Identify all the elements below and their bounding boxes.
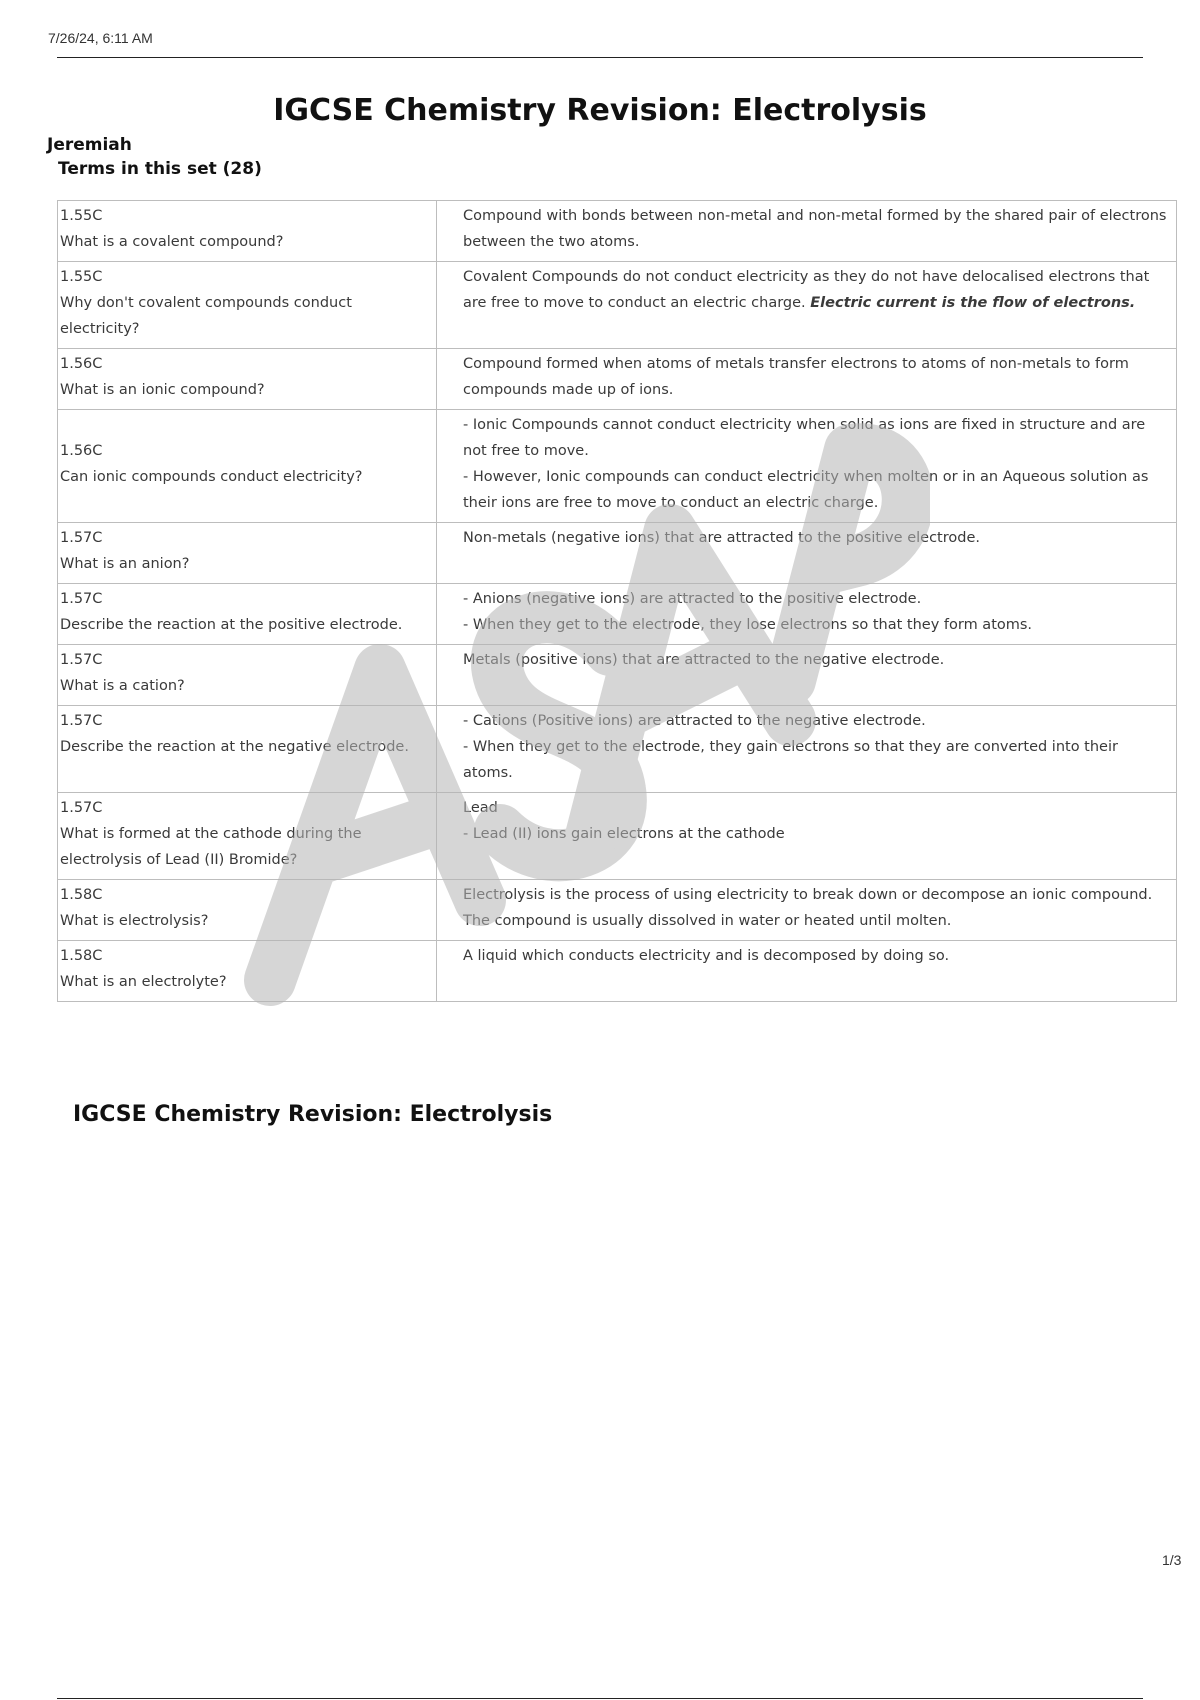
spec-code: 1.58C (60, 948, 103, 964)
definition-text: Compound formed when atoms of metals transfer electrons to atoms of non-metals to form compounds made up of ions. (463, 356, 1129, 398)
definition-text: - Anions (negative ions) are attracted to the positive electrode. (463, 591, 922, 607)
definition-text: - Ionic Compounds cannot conduct electricity when solid as ions are fixed in structure and are not free to move. (463, 417, 1146, 459)
definition-text: - When they get to the electrode, they gain electrons so that they are converted into their atoms. (463, 739, 1118, 781)
flashcard-table (57, 200, 1177, 1002)
spec-code: 1.57C (60, 652, 103, 668)
term-cell (58, 706, 437, 793)
definition-text: A liquid which conducts electricity and is decomposed by doing so. (463, 948, 950, 964)
spec-code: 1.57C (60, 591, 103, 607)
table-row (58, 523, 1177, 584)
table-row (58, 645, 1177, 706)
definition-cell (437, 941, 1177, 1002)
definition-text: - When they get to the electrode, they lose electrons so that they form atoms. (463, 617, 1033, 633)
definition-cell (437, 584, 1177, 645)
header-rule (57, 57, 1143, 58)
spec-code: 1.57C (60, 800, 103, 816)
table-row (58, 262, 1177, 349)
definition-text: Metals (positive ions) that are attracted to the negative electrode. (463, 652, 945, 668)
question: What is a covalent compound? (60, 234, 284, 250)
table-row (58, 410, 1177, 523)
question: Why don't covalent compounds conduct electricity? (60, 295, 352, 337)
spec-code: 1.57C (60, 530, 103, 546)
spec-code: 1.55C (60, 269, 103, 285)
table-row (58, 201, 1177, 262)
table-row (58, 941, 1177, 1002)
question: What is an electrolyte? (60, 974, 227, 990)
definition-text: Compound with bonds between non-metal and non-metal formed by the shared pair of electrons between the two atoms. (463, 208, 1167, 250)
table-row (58, 349, 1177, 410)
term-cell (58, 880, 437, 941)
question: What is an anion? (60, 556, 190, 572)
question: What is a cation? (60, 678, 185, 694)
definition-cell (437, 201, 1177, 262)
document-title: IGCSE Chemistry Revision: Electrolysis (273, 93, 927, 128)
question: Describe the reaction at the positive electrode. (60, 617, 403, 633)
definition-text: Non-metals (negative ions) that are attracted to the positive electrode. (463, 530, 980, 546)
term-cell (58, 645, 437, 706)
definition-cell (437, 410, 1177, 523)
question: Can ionic compounds conduct electricity? (60, 469, 363, 485)
term-cell (58, 201, 437, 262)
spec-code: 1.57C (60, 713, 103, 729)
definition-text: Electrolysis is the process of using electricity to break down or decompose an ionic compound. The compound is usually dissolved in water or heated until molten. (463, 887, 1153, 929)
definition-cell (437, 880, 1177, 941)
definition-emphasis: Electric current is the flow of electrons. (810, 295, 1136, 311)
table-row (58, 793, 1177, 880)
definition-cell (437, 706, 1177, 793)
definition-cell (437, 349, 1177, 410)
footer-rule (57, 1698, 1143, 1699)
definition-cell (437, 523, 1177, 584)
term-cell (58, 941, 437, 1002)
table-row (58, 706, 1177, 793)
author-name: Jeremiah (47, 135, 132, 155)
print-date: 7/26/24, 6:11 AM (48, 30, 153, 46)
term-cell (58, 262, 437, 349)
definition-text: - However, Ionic compounds can conduct electricity when molten or in an Aqueous solution as their ions are free to move to conduct an electric charge. (463, 469, 1149, 511)
definition-text: Lead (463, 800, 498, 816)
definition-cell (437, 793, 1177, 880)
question: What is electrolysis? (60, 913, 209, 929)
question: What is formed at the cathode during the electrolysis of Lead (II) Bromide? (60, 826, 362, 868)
footer-title: IGCSE Chemistry Revision: Electrolysis (73, 1102, 553, 1127)
spec-code: 1.56C (60, 443, 103, 459)
table-row (58, 880, 1177, 941)
page-number: 1/3 (1162, 1552, 1182, 1568)
definition-cell (437, 645, 1177, 706)
terms-count: Terms in this set (28) (58, 159, 262, 179)
term-cell (58, 793, 437, 880)
definition-cell (437, 262, 1177, 349)
question: What is an ionic compound? (60, 382, 265, 398)
term-cell (58, 410, 437, 523)
term-cell (58, 349, 437, 410)
definition-text: - Cations (Positive ions) are attracted to the negative electrode. (463, 713, 926, 729)
spec-code: 1.58C (60, 887, 103, 903)
definition-text: Covalent Compounds do not conduct electricity as they do not have delocalised electrons that are free to move to conduct an electric charge. (463, 269, 1150, 311)
term-cell (58, 523, 437, 584)
question: Describe the reaction at the negative electrode. (60, 739, 409, 755)
spec-code: 1.56C (60, 356, 103, 372)
table-row (58, 584, 1177, 645)
term-cell (58, 584, 437, 645)
definition-text: - Lead (II) ions gain electrons at the cathode (463, 826, 785, 842)
spec-code: 1.55C (60, 208, 103, 224)
